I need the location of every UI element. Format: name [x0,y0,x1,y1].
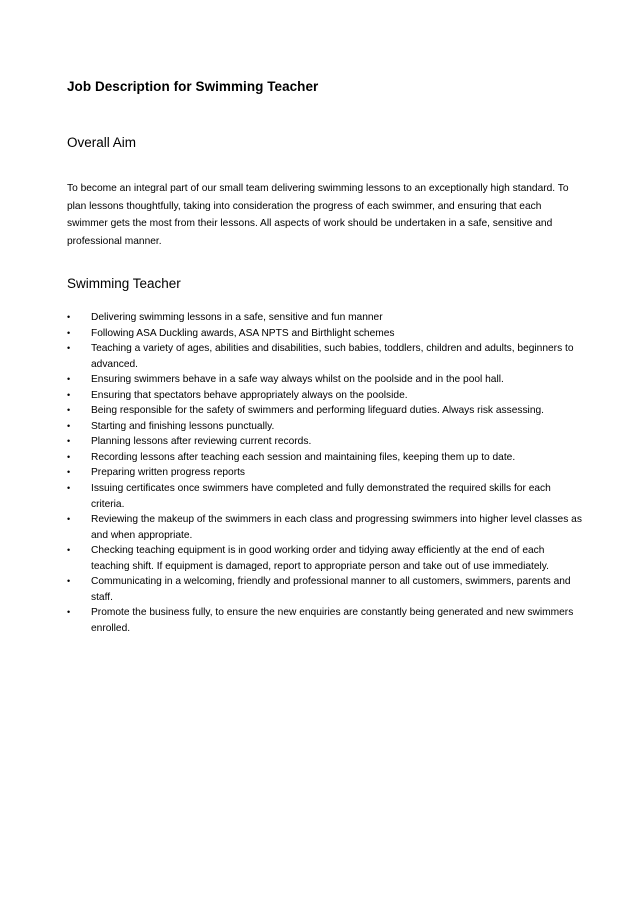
bullet-icon: • [67,436,71,447]
bullet-icon: • [67,545,71,556]
duty-text: Promote the business fully, to ensure the new enquiries are constantly being generated and new swimmers enrolled. [91,607,574,634]
duty-text: Communicating in a welcoming, friendly and professional manner to all customers, swimmers, parents and staff. [91,576,571,603]
bullet-icon: • [67,483,71,494]
bullet-icon: • [67,451,71,462]
duty-text: Delivering swimming lessons in a safe, sensitive and fun manner [91,312,383,323]
bullet-icon: • [67,405,71,416]
duty-text: Being responsible for the safety of swimmers and performing lifeguard duties. Always risk assessing. [91,405,544,417]
duty-text: Preparing written progress reports [91,467,246,479]
duty-text: Issuing certificates once swimmers have completed and fully demonstrated the required skills for each criteria. [91,483,551,510]
bullet-icon: • [67,389,71,400]
duty-text: Following ASA Duckling awards, ASA NPTS and Birthlight schemes [91,327,395,339]
duty-item [67,605,582,636]
duty-item [67,543,582,574]
swimming-teacher-heading: Swimming Teacher [67,276,181,291]
duty-item [67,388,582,404]
duty-item [67,512,582,543]
bullet-icon: • [67,312,71,322]
duty-item [67,326,582,342]
duty-text: Teaching a variety of ages, abilities and disabilities, such babies, toddlers, children and adults, beginners to advanced. [91,343,574,370]
bullet-icon: • [67,576,71,587]
document-title: Job Description for Swimming Teacher [67,79,319,94]
duty-text: Reviewing the makeup of the swimmers in each class and progressing swimmers into higher level classes as and when appropriate. [91,514,582,541]
duty-item [67,574,582,605]
bullet-icon: • [67,343,71,354]
overall-aim-paragraph: To become an integral part of our small team delivering swimming lessons to an exceptionally high standard. To plan lessons thoughtfully, taking into consideration the progress of each swimmer, and ensuring that each swimmer gets the most from their lessons. All aspects of work should be undertaken in a safe, sensitive and professional manner. [67,183,569,247]
duty-item [67,372,582,388]
duty-text: Starting and finishing lessons punctually. [91,420,275,432]
duty-item [67,481,582,512]
duties-list [67,310,582,636]
duty-item [67,341,582,372]
bullet-icon: • [67,607,71,618]
duty-item [67,419,582,435]
bullet-icon: • [67,514,71,525]
bullet-icon: • [67,467,71,478]
duty-text: Recording lessons after teaching each session and maintaining files, keeping them up to date. [91,451,516,463]
overall-aim-heading: Overall Aim [67,135,137,150]
duty-text: Checking teaching equipment is in good working order and tidying away efficiently at the end of each teaching shift. If equipment is damaged, report to appropriate person and take out of use immediately. [91,545,549,572]
duty-item [67,434,582,450]
duty-text: Ensuring that spectators behave appropriately always on the poolside. [91,389,408,401]
bullet-icon: • [67,420,71,431]
duty-item [67,403,582,419]
duty-item [67,450,582,466]
duty-item [67,310,582,326]
bullet-icon: • [67,374,71,385]
bullet-icon: • [67,327,71,338]
duty-text: Ensuring swimmers behave in a safe way always whilst on the poolside and in the pool hall. [91,374,504,386]
duty-text: Planning lessons after reviewing current records. [91,436,312,448]
duty-item [67,465,582,481]
